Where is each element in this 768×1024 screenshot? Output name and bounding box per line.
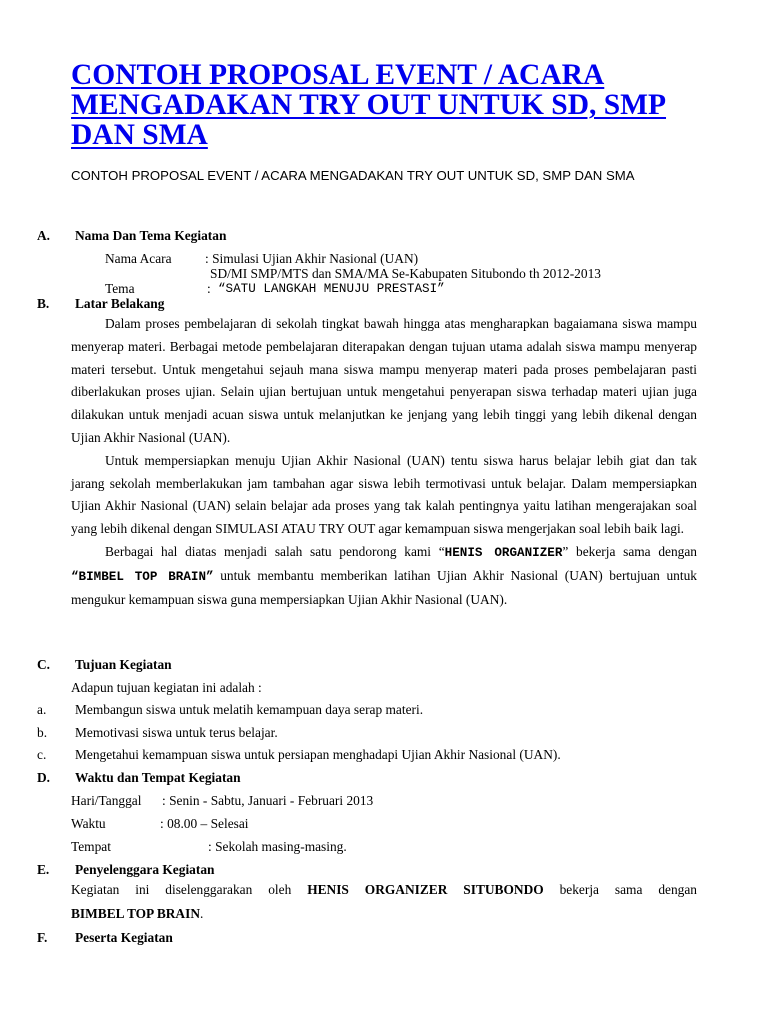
section-title: Nama Dan Tema Kegiatan	[75, 228, 227, 243]
partner-name: BIMBEL TOP BRAIN	[71, 906, 200, 921]
tema-label: Tema	[105, 281, 135, 296]
list-marker: b.	[37, 725, 48, 740]
objectives-intro: Adapun tujuan kegiatan ini adalah :	[71, 680, 262, 695]
date-value: : Senin - Sabtu, Januari - Februari 2013	[162, 793, 374, 808]
nama-acara-label: Nama Acara	[105, 251, 172, 266]
paragraph-text: Kegiatan ini diselenggarakan oleh	[71, 882, 308, 897]
time-label: Waktu	[71, 816, 106, 831]
section-letter: E.	[37, 862, 50, 877]
section-letter: D.	[37, 770, 51, 785]
section-title: Waktu dan Tempat Kegiatan	[75, 770, 241, 785]
list-marker: c.	[37, 747, 47, 762]
nama-acara-value: : Simulasi Ujian Akhir Nasional (UAN)	[205, 251, 419, 266]
paragraph-text: ” bekerja sama dengan	[562, 543, 697, 559]
section-letter: C.	[37, 657, 51, 672]
section-title: Peserta Kegiatan	[75, 930, 173, 945]
paragraph-text: bekerja sama dengan	[543, 882, 698, 897]
paragraph-text: .	[200, 906, 204, 921]
document-subtitle: CONTOH PROPOSAL EVENT / ACARA MENGADAKAN TRY OUT UNTUK SD, SMP DAN SMA	[71, 168, 635, 183]
background-paragraphs	[71, 313, 697, 611]
date-label: Hari/Tanggal	[71, 793, 142, 808]
nama-acara-value-2: SD/MI SMP/MTS dan SMA/MA Se-Kabupaten Situbondo th 2012-2013	[210, 266, 601, 281]
list-item: Mengetahui kemampuan siswa untuk persiapan menghadapi Ujian Akhir Nasional (UAN).	[75, 747, 561, 762]
document-title[interactable]: CONTOH PROPOSAL EVENT / ACARA MENGADAKAN TRY OUT UNTUK SD, SMP DAN SMA	[71, 59, 667, 151]
background-paragraph-1: Dalam proses pembelajaran di sekolah tingkat bawah hingga atas mengharapkan bagaiamana siswa mampu menyerap materi. Berbagai metode pembelajaran diterapakan dengan tujuan utama adalah siswa mampu menyerap materi tersebut. Untuk mengetahui sejauh mana siswa mampu menyerap materi pada proses pembelajaran pasti diberlakukan proses ujian. Selain ujian bertujuan untuk mengetahui penyerapan siswa terhadap materi ujian juga dilakukan untuk menjadi acuan siswa untuk melanjutkan ke jenjang yang lebih tinggi yang lebih dikenal dengan Ujian Akhir Nasional (UAN).	[71, 316, 697, 445]
partner-name: “BIMBEL TOP BRAIN”	[71, 569, 214, 584]
organizer-line-2	[71, 906, 203, 922]
organizer-name: HENIS ORGANIZER SITUBONDO	[307, 882, 544, 897]
section-letter: B.	[37, 296, 50, 311]
tema-value: “SATU LANGKAH MENUJU PRESTASI”	[218, 282, 445, 296]
place-value: : Sekolah masing-masing.	[208, 839, 347, 854]
tema-colon: :	[207, 281, 211, 296]
list-marker: a.	[37, 702, 47, 717]
background-paragraph-2: Untuk mempersiapkan menuju Ujian Akhir Nasional (UAN) tentu siswa harus belajar lebih giat dan tak jarang sekolah memberlakukan jam tambahan agar siswa lebih termotivasi untuk belajar. Dalam mempersiapkan Ujian Akhir Nasional (UAN) selain belajar ada proses yang tak kalah pentingnya yaitu latihan mengerajakan soal yang lebih dikenal dengan SIMULASI ATAU TRY OUT agar kemampuan siswa mengerjakan soal lebih baik lagi.	[71, 452, 697, 537]
organizer-name: HENIS ORGANIZER	[444, 545, 563, 560]
paragraph-text: Berbagai hal diatas menjadi salah satu pendorong kami “	[105, 543, 445, 559]
place-label: Tempat	[71, 839, 111, 854]
organizer-line-1	[71, 879, 697, 902]
section-letter: F.	[37, 930, 48, 945]
section-title: Penyelenggara Kegiatan	[75, 862, 215, 877]
paragraph-text: untuk membantu memberikan latihan Ujian Akhir Nasional (UAN) bertujuan untuk mengukur kemampuan siswa guna mempersiapkan Ujian Akhir Nasional (UAN).	[71, 567, 697, 607]
section-title: Latar Belakang	[75, 296, 165, 311]
time-value: : 08.00 – Selesai	[160, 816, 249, 831]
section-title: Tujuan Kegiatan	[75, 657, 172, 672]
background-paragraph-3	[71, 541, 697, 611]
list-item: Memotivasi siswa untuk terus belajar.	[75, 725, 278, 740]
list-item: Membangun siswa untuk melatih kemampuan daya serap materi.	[75, 702, 424, 717]
section-letter: A.	[37, 228, 51, 243]
